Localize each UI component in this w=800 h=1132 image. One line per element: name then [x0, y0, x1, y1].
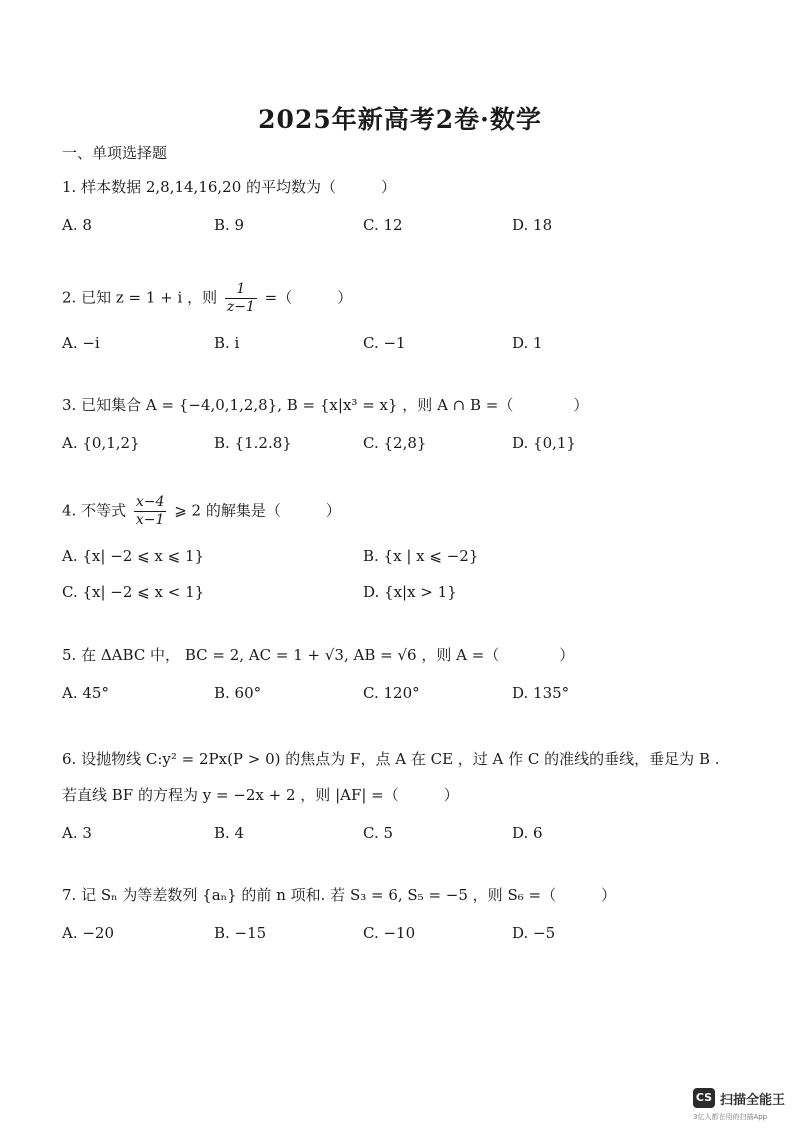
- option-d: D. {0,1}: [512, 434, 576, 452]
- options-row: [62, 920, 762, 946]
- question-7: [62, 882, 762, 946]
- option-d: D. 18: [512, 216, 553, 234]
- question-stem-line-2: 若直线 BF 的方程为 y = −2x + 2 ，则 |AF| =（ ）: [62, 786, 459, 804]
- question-stem: 6. 设抛物线 C:y² = 2Px(P > 0) 的焦点为 F，点 A 在 CE ，过 A 作 C 的准线的垂线，垂足为 B .: [62, 750, 720, 768]
- option-a: A. {0,1,2}: [62, 434, 140, 452]
- fraction-numerator: 1: [225, 281, 257, 299]
- fraction-denominator: z−1: [226, 299, 255, 315]
- option-c: C. −10: [363, 924, 416, 942]
- option-b: B. −15: [214, 924, 267, 942]
- fraction: [134, 494, 167, 529]
- option-d: D. 1: [512, 334, 543, 352]
- option-d: D. 135°: [512, 684, 570, 702]
- stem-prefix: 2. 已知 z = 1 + i ，则: [62, 288, 218, 307]
- question-stem: 3. 已知集合 A = {−4,0,1,2,8}, B = {x|x³ = x} ，则 A ∩ B =（ ）: [62, 396, 589, 414]
- option-a: A. {x| −2 ⩽ x ⩽ 1}: [62, 547, 205, 565]
- question-1: [62, 174, 762, 238]
- question-stem: 1. 样本数据 2,8,14,16,20 的平均数为（ ）: [62, 178, 397, 196]
- scanner-watermark: [693, 1088, 793, 1128]
- option-c: C. 12: [363, 216, 403, 234]
- fraction-denominator: x−1: [135, 512, 165, 528]
- option-b: B. {1.2.8}: [214, 434, 292, 452]
- option-b: B. i: [214, 334, 240, 352]
- question-5: [62, 642, 762, 706]
- options-row: [62, 212, 762, 238]
- option-d: D. {x|x > 1}: [363, 583, 457, 601]
- option-d: D. 6: [512, 824, 543, 842]
- fraction: [225, 281, 257, 316]
- question-2: [62, 281, 762, 356]
- stem-prefix: 4. 不等式: [62, 501, 127, 520]
- option-c: C. 5: [363, 824, 394, 842]
- scanner-tagline: 3亿人都在用的扫描App: [693, 1113, 768, 1121]
- question-4: [62, 494, 762, 605]
- stem-suffix: =（ ）: [264, 288, 353, 307]
- options-row: [62, 579, 762, 605]
- option-a: A. 8: [62, 216, 92, 234]
- fraction-numerator: x−4: [135, 494, 165, 510]
- option-a: A. −20: [62, 924, 115, 942]
- option-b: B. 60°: [214, 684, 262, 702]
- option-a: A. 3: [62, 824, 92, 842]
- option-c: C. {x| −2 ⩽ x < 1}: [62, 583, 205, 601]
- question-stem: [62, 281, 762, 316]
- question-6: [62, 746, 762, 846]
- options-row: [62, 680, 762, 706]
- option-d: D. −5: [512, 924, 556, 942]
- options-row: [62, 330, 762, 356]
- options-row: [62, 820, 762, 846]
- option-c: C. −1: [363, 334, 406, 352]
- option-b: B. 4: [214, 824, 245, 842]
- option-b: B. 9: [214, 216, 245, 234]
- option-a: A. 45°: [62, 684, 109, 702]
- question-stem: 5. 在 ΔABC 中， BC = 2, AC = 1 + √3, AB = √6 ，则 A =（ ）: [62, 646, 575, 664]
- stem-suffix: ⩾ 2 的解集是（ ）: [174, 501, 341, 520]
- options-row: [62, 543, 762, 569]
- section-heading: 一、单项选择题: [62, 144, 168, 162]
- question-stem: 7. 记 Sₙ 为等差数列 {aₙ} 的前 n 项和. 若 S₃ = 6, S₅ = −5 ，则 S₆ =（ ）: [62, 886, 617, 904]
- scanner-app-name: 扫描全能王: [720, 1093, 786, 1108]
- exam-title: 2025年新高考2卷·数学: [258, 105, 542, 134]
- question-stem: [62, 494, 762, 529]
- option-c: C. {2,8}: [363, 434, 427, 452]
- scanner-logo-icon: CS: [693, 1088, 715, 1108]
- question-3: [62, 392, 762, 456]
- option-b: B. {x | x ⩽ −2}: [363, 547, 479, 565]
- option-a: A. −i: [62, 334, 100, 352]
- options-row: [62, 430, 762, 456]
- option-c: C. 120°: [363, 684, 420, 702]
